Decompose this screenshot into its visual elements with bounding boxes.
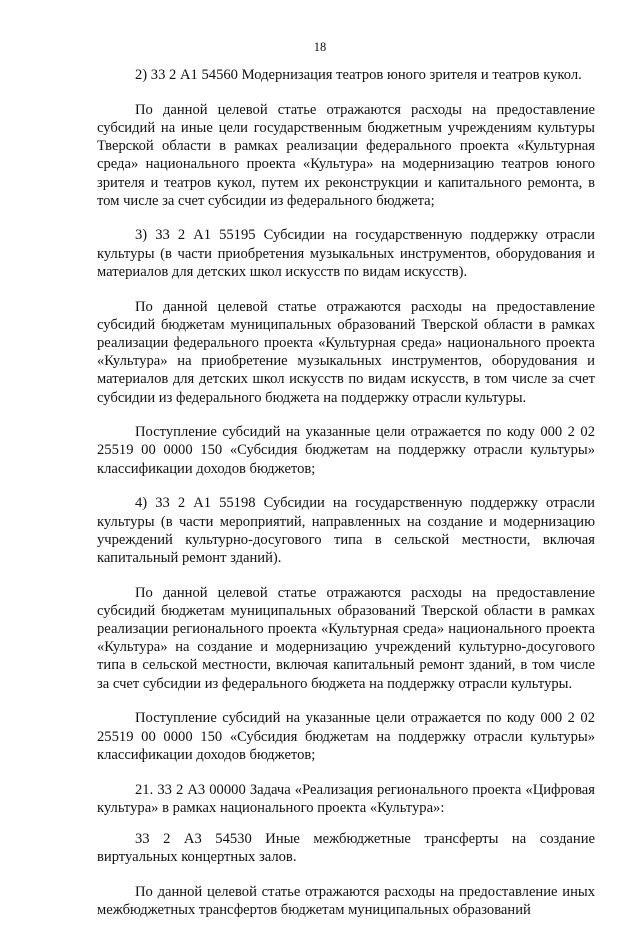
paragraph-item-4-revenue-code: Поступление субсидий на указанные цели отражается по коду 000 2 02 25519 00 0000 150 «Субсидия бюджетам на поддержку отрасли культуры» классификации доходов бюджетов; [97, 710, 595, 763]
paragraph-section-21-target-article: 33 2 А3 54530 Иные межбюджетные трансферты на создание виртуальных концертных залов. [97, 830, 595, 866]
paragraph-item-2-heading: 2) 33 2 А1 54560 Модернизация театров юного зрителя и театров кукол. [135, 67, 582, 83]
paragraph-item-2-description: По данной целевой статье отражаются расходы на предоставление субсидий на иные цели государственным бюджетным учреждениям культуры Тверской области в рамках реализации федерального проекта «Культурная среда» национального проекта «Культура» на модернизацию театров юного зрителя и театров кукол, путем их реконструкции и капитального ремонта, в том числе за счет субсидии из федерального бюджета; [97, 101, 595, 209]
paragraph-section-21-heading: 21. 33 2 А3 00000 Задача «Реализация регионального проекта «Цифровая культура» в рамках национального проекта «Культура»: [97, 781, 595, 816]
paragraph-item-3-revenue-code: Поступление субсидий на указанные цели отражается по коду 000 2 02 25519 00 0000 150 «Субсидия бюджетам на поддержку отрасли культуры» классификации доходов бюджетов; [97, 424, 595, 477]
paragraph-item-3-heading: 3) 33 2 А1 55195 Субсидии на государственную поддержку отрасли культуры (в части приобретения музыкальных инструментов, оборудования и материалов для детских школ искусств по видам искусств). [97, 227, 595, 280]
document-body [97, 66, 595, 936]
page-number: 18 [313, 40, 327, 54]
paragraph-section-21-description: По данной целевой статье отражаются расходы на предоставление иных межбюджетных трансфертов бюджетам муниципальных образований [97, 883, 595, 919]
paragraph-item-3-description: По данной целевой статье отражаются расходы на предоставление субсидий бюджетам муниципальных образований Тверской области в рамках реализации федерального проекта «Культурная среда» национального проекта «Культура» на приобретение музыкальных инструментов, оборудования и материалов для детских школ искусств по видам искусств, в том числе за счет субсидии из федерального бюджета на поддержку отрасли культуры. [97, 298, 595, 406]
paragraph-item-4-description: По данной целевой статье отражаются расходы на предоставление субсидий бюджетам муниципальных образований Тверской области в рамках реализации регионального проекта «Культурная среда» национального проекта «Культура» на создание и модернизацию учреждений культурно-досугового типа в сельской местности, включая капитальный ремонт зданий, в том числе за счет субсидии из федерального бюджета на поддержку отрасли культуры. [97, 584, 595, 692]
paragraph-item-4-heading: 4) 33 2 А1 55198 Субсидии на государственную поддержку отрасли культуры (в части мероприятий, направленных на создание и модернизацию учреждений культурно-досугового типа в сельской местности, включая капитальный ремонт зданий). [97, 495, 595, 566]
